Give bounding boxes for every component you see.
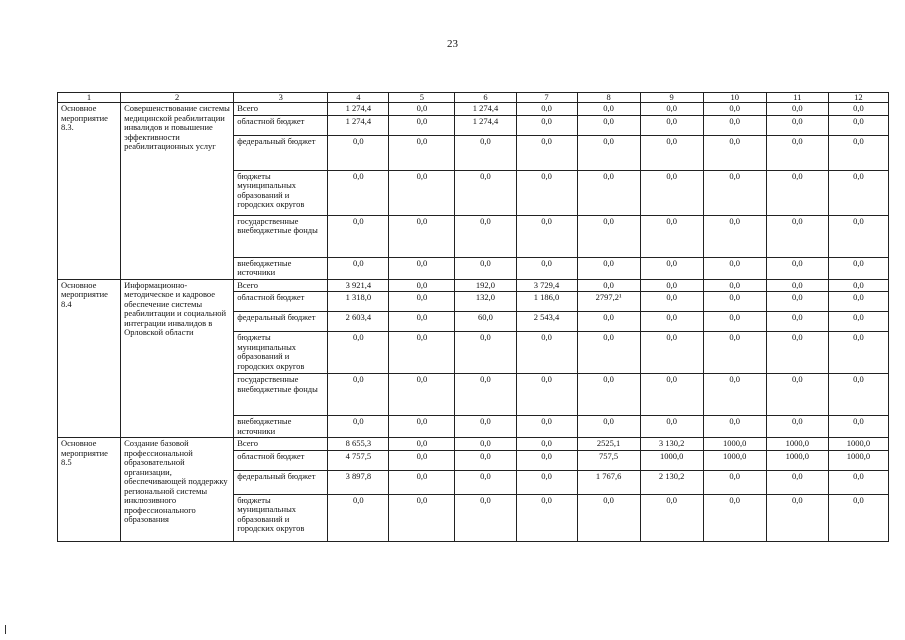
funding-source-cell: внебюджетные источники bbox=[234, 416, 328, 438]
amount-cell: 0,0 bbox=[455, 332, 516, 374]
amount-cell: 0,0 bbox=[516, 416, 577, 438]
amount-cell: 0,0 bbox=[640, 312, 703, 332]
column-header: 4 bbox=[328, 93, 389, 103]
amount-cell: 0,0 bbox=[828, 470, 888, 494]
amount-cell: 0,0 bbox=[328, 135, 389, 170]
funding-source-cell: федеральный бюджет bbox=[234, 312, 328, 332]
funding-source-cell: государственные внебюджетные фонды bbox=[234, 374, 328, 416]
funding-source-cell: федеральный бюджет bbox=[234, 135, 328, 170]
amount-cell: 0,0 bbox=[328, 494, 389, 541]
amount-cell: 0,0 bbox=[328, 170, 389, 215]
funding-source-cell: областной бюджет bbox=[234, 450, 328, 470]
amount-cell: 0,0 bbox=[516, 374, 577, 416]
amount-cell: 0,0 bbox=[766, 494, 828, 541]
amount-cell: 0,0 bbox=[455, 170, 516, 215]
amount-cell: 0,0 bbox=[828, 115, 888, 135]
funding-source-cell: федеральный бюджет bbox=[234, 470, 328, 494]
column-header: 10 bbox=[703, 93, 766, 103]
amount-cell: 0,0 bbox=[766, 215, 828, 257]
amount-cell: 0,0 bbox=[577, 135, 640, 170]
amount-cell: 1000,0 bbox=[703, 450, 766, 470]
amount-cell: 0,0 bbox=[328, 374, 389, 416]
amount-cell: 0,0 bbox=[703, 494, 766, 541]
amount-cell: 0,0 bbox=[516, 438, 577, 451]
amount-cell: 0,0 bbox=[766, 115, 828, 135]
amount-cell: 1 318,0 bbox=[328, 292, 389, 312]
amount-cell: 0,0 bbox=[455, 494, 516, 541]
amount-cell: 0,0 bbox=[455, 438, 516, 451]
amount-cell: 0,0 bbox=[640, 103, 703, 116]
amount-cell: 1 767,6 bbox=[577, 470, 640, 494]
amount-cell: 0,0 bbox=[389, 416, 455, 438]
amount-cell: 0,0 bbox=[703, 374, 766, 416]
amount-cell: 0,0 bbox=[766, 470, 828, 494]
amount-cell: 0,0 bbox=[703, 416, 766, 438]
amount-cell: 0,0 bbox=[455, 257, 516, 279]
amount-cell: 0,0 bbox=[516, 215, 577, 257]
amount-cell: 0,0 bbox=[516, 450, 577, 470]
funding-source-cell: Всего bbox=[234, 438, 328, 451]
amount-cell: 2797,2¹ bbox=[577, 292, 640, 312]
amount-cell: 0,0 bbox=[328, 215, 389, 257]
amount-cell: 0,0 bbox=[516, 103, 577, 116]
amount-cell: 0,0 bbox=[828, 170, 888, 215]
amount-cell: 0,0 bbox=[640, 416, 703, 438]
amount-cell: 0,0 bbox=[766, 170, 828, 215]
page-number: 23 bbox=[447, 38, 458, 50]
amount-cell: 0,0 bbox=[766, 257, 828, 279]
amount-cell: 0,0 bbox=[577, 115, 640, 135]
amount-cell: 0,0 bbox=[389, 103, 455, 116]
amount-cell: 1000,0 bbox=[766, 438, 828, 451]
amount-cell: 0,0 bbox=[640, 279, 703, 292]
amount-cell: 0,0 bbox=[389, 470, 455, 494]
amount-cell: 0,0 bbox=[703, 312, 766, 332]
funding-source-cell: областной бюджет bbox=[234, 292, 328, 312]
amount-cell: 0,0 bbox=[577, 279, 640, 292]
table-body bbox=[58, 103, 889, 542]
column-header: 9 bbox=[640, 93, 703, 103]
amount-cell: 1000,0 bbox=[640, 450, 703, 470]
column-header: 3 bbox=[234, 93, 328, 103]
amount-cell: 0,0 bbox=[389, 215, 455, 257]
amount-cell: 2 130,2 bbox=[640, 470, 703, 494]
funding-source-cell: Всего bbox=[234, 103, 328, 116]
amount-cell: 4 757,5 bbox=[328, 450, 389, 470]
amount-cell: 0,0 bbox=[389, 135, 455, 170]
funding-source-cell: Всего bbox=[234, 279, 328, 292]
amount-cell: 0,0 bbox=[516, 494, 577, 541]
amount-cell: 1000,0 bbox=[828, 450, 888, 470]
amount-cell: 0,0 bbox=[389, 115, 455, 135]
amount-cell: 0,0 bbox=[389, 438, 455, 451]
amount-cell: 0,0 bbox=[766, 332, 828, 374]
amount-cell: 0,0 bbox=[577, 416, 640, 438]
amount-cell: 0,0 bbox=[516, 257, 577, 279]
amount-cell: 0,0 bbox=[389, 170, 455, 215]
amount-cell: 0,0 bbox=[640, 257, 703, 279]
amount-cell: 0,0 bbox=[766, 135, 828, 170]
amount-cell: 3 130,2 bbox=[640, 438, 703, 451]
amount-cell: 1 274,4 bbox=[328, 115, 389, 135]
amount-cell: 0,0 bbox=[640, 374, 703, 416]
column-header: 1 bbox=[58, 93, 121, 103]
amount-cell: 0,0 bbox=[703, 332, 766, 374]
amount-cell: 2 603,4 bbox=[328, 312, 389, 332]
column-header: 2 bbox=[121, 93, 234, 103]
event-description-cell: Совершенствование системы медицинской реабилитации инвалидов и повышение эффективности реабилитационных услуг bbox=[121, 103, 234, 280]
amount-cell: 0,0 bbox=[703, 170, 766, 215]
amount-cell: 0,0 bbox=[577, 332, 640, 374]
amount-cell: 0,0 bbox=[328, 332, 389, 374]
amount-cell: 0,0 bbox=[389, 257, 455, 279]
amount-cell: 0,0 bbox=[703, 103, 766, 116]
column-header: 7 bbox=[516, 93, 577, 103]
table-row bbox=[58, 279, 889, 292]
amount-cell: 0,0 bbox=[389, 292, 455, 312]
amount-cell: 0,0 bbox=[828, 494, 888, 541]
amount-cell: 0,0 bbox=[516, 135, 577, 170]
amount-cell: 0,0 bbox=[640, 494, 703, 541]
column-header: 6 bbox=[455, 93, 516, 103]
amount-cell: 192,0 bbox=[455, 279, 516, 292]
funding-source-cell: бюджеты муниципальных образований и городских округов bbox=[234, 494, 328, 541]
amount-cell: 0,0 bbox=[328, 257, 389, 279]
amount-cell: 0,0 bbox=[828, 416, 888, 438]
event-description-cell: Информационно-методическое и кадровое обеспечение системы реабилитации и социальной интеграции инвалидов в Орловской области bbox=[121, 279, 234, 438]
event-name-cell: Основное мероприятие 8.4 bbox=[58, 279, 121, 438]
amount-cell: 0,0 bbox=[703, 257, 766, 279]
amount-cell: 0,0 bbox=[766, 279, 828, 292]
amount-cell: 3 729,4 bbox=[516, 279, 577, 292]
amount-cell: 0,0 bbox=[828, 135, 888, 170]
amount-cell: 0,0 bbox=[389, 332, 455, 374]
amount-cell: 0,0 bbox=[640, 332, 703, 374]
amount-cell: 0,0 bbox=[516, 470, 577, 494]
amount-cell: 0,0 bbox=[640, 170, 703, 215]
amount-cell: 0,0 bbox=[389, 374, 455, 416]
amount-cell: 0,0 bbox=[703, 115, 766, 135]
amount-cell: 0,0 bbox=[828, 215, 888, 257]
amount-cell: 3 897,8 bbox=[328, 470, 389, 494]
amount-cell: 0,0 bbox=[640, 115, 703, 135]
amount-cell: 60,0 bbox=[455, 312, 516, 332]
amount-cell: 0,0 bbox=[766, 292, 828, 312]
scan-edge-mark bbox=[5, 625, 6, 634]
amount-cell: 132,0 bbox=[455, 292, 516, 312]
amount-cell: 0,0 bbox=[828, 103, 888, 116]
amount-cell: 0,0 bbox=[577, 170, 640, 215]
amount-cell: 1 274,4 bbox=[455, 115, 516, 135]
amount-cell: 0,0 bbox=[577, 312, 640, 332]
amount-cell: 1000,0 bbox=[828, 438, 888, 451]
amount-cell: 0,0 bbox=[766, 103, 828, 116]
amount-cell: 757,5 bbox=[577, 450, 640, 470]
amount-cell: 0,0 bbox=[516, 332, 577, 374]
amount-cell: 0,0 bbox=[577, 374, 640, 416]
event-description-cell: Создание базовой профессиональной образовательной организации, обеспечивающей поддержку региональной системы инклюзивного профессионального образования bbox=[121, 438, 234, 542]
amount-cell: 0,0 bbox=[577, 215, 640, 257]
funding-source-cell: внебюджетные источники bbox=[234, 257, 328, 279]
amount-cell: 0,0 bbox=[828, 332, 888, 374]
amount-cell: 0,0 bbox=[455, 450, 516, 470]
column-header: 11 bbox=[766, 93, 828, 103]
event-name-cell: Основное мероприятие 8.3. bbox=[58, 103, 121, 280]
amount-cell: 2 543,4 bbox=[516, 312, 577, 332]
amount-cell: 3 921,4 bbox=[328, 279, 389, 292]
amount-cell: 0,0 bbox=[703, 279, 766, 292]
amount-cell: 0,0 bbox=[577, 103, 640, 116]
amount-cell: 0,0 bbox=[828, 279, 888, 292]
amount-cell: 0,0 bbox=[577, 257, 640, 279]
column-number-row bbox=[58, 93, 889, 103]
amount-cell: 0,0 bbox=[640, 135, 703, 170]
amount-cell: 1000,0 bbox=[703, 438, 766, 451]
amount-cell: 0,0 bbox=[640, 292, 703, 312]
amount-cell: 0,0 bbox=[766, 374, 828, 416]
amount-cell: 8 655,3 bbox=[328, 438, 389, 451]
amount-cell: 1 274,4 bbox=[328, 103, 389, 116]
amount-cell: 0,0 bbox=[828, 292, 888, 312]
amount-cell: 0,0 bbox=[455, 135, 516, 170]
amount-cell: 0,0 bbox=[640, 215, 703, 257]
amount-cell: 0,0 bbox=[828, 257, 888, 279]
amount-cell: 0,0 bbox=[328, 416, 389, 438]
funding-source-cell: бюджеты муниципальных образований и городских округов bbox=[234, 332, 328, 374]
amount-cell: 2525,1 bbox=[577, 438, 640, 451]
table-row bbox=[58, 438, 889, 451]
funding-source-cell: бюджеты муниципальных образований и городских округов bbox=[234, 170, 328, 215]
amount-cell: 0,0 bbox=[455, 374, 516, 416]
amount-cell: 0,0 bbox=[389, 312, 455, 332]
funding-source-cell: государственные внебюджетные фонды bbox=[234, 215, 328, 257]
table-row bbox=[58, 103, 889, 116]
amount-cell: 1 274,4 bbox=[455, 103, 516, 116]
amount-cell: 0,0 bbox=[516, 170, 577, 215]
amount-cell: 1000,0 bbox=[766, 450, 828, 470]
amount-cell: 0,0 bbox=[766, 312, 828, 332]
amount-cell: 0,0 bbox=[455, 215, 516, 257]
amount-cell: 0,0 bbox=[828, 312, 888, 332]
amount-cell: 0,0 bbox=[828, 374, 888, 416]
amount-cell: 0,0 bbox=[455, 470, 516, 494]
funding-source-cell: областной бюджет bbox=[234, 115, 328, 135]
amount-cell: 0,0 bbox=[389, 450, 455, 470]
amount-cell: 0,0 bbox=[703, 470, 766, 494]
column-header: 8 bbox=[577, 93, 640, 103]
budget-table bbox=[57, 92, 889, 542]
amount-cell: 1 186,0 bbox=[516, 292, 577, 312]
amount-cell: 0,0 bbox=[577, 494, 640, 541]
amount-cell: 0,0 bbox=[389, 279, 455, 292]
amount-cell: 0,0 bbox=[703, 135, 766, 170]
column-header: 5 bbox=[389, 93, 455, 103]
amount-cell: 0,0 bbox=[703, 292, 766, 312]
event-name-cell: Основное мероприятие 8.5 bbox=[58, 438, 121, 542]
amount-cell: 0,0 bbox=[516, 115, 577, 135]
amount-cell: 0,0 bbox=[766, 416, 828, 438]
column-header: 12 bbox=[828, 93, 888, 103]
amount-cell: 0,0 bbox=[389, 494, 455, 541]
amount-cell: 0,0 bbox=[703, 215, 766, 257]
amount-cell: 0,0 bbox=[455, 416, 516, 438]
